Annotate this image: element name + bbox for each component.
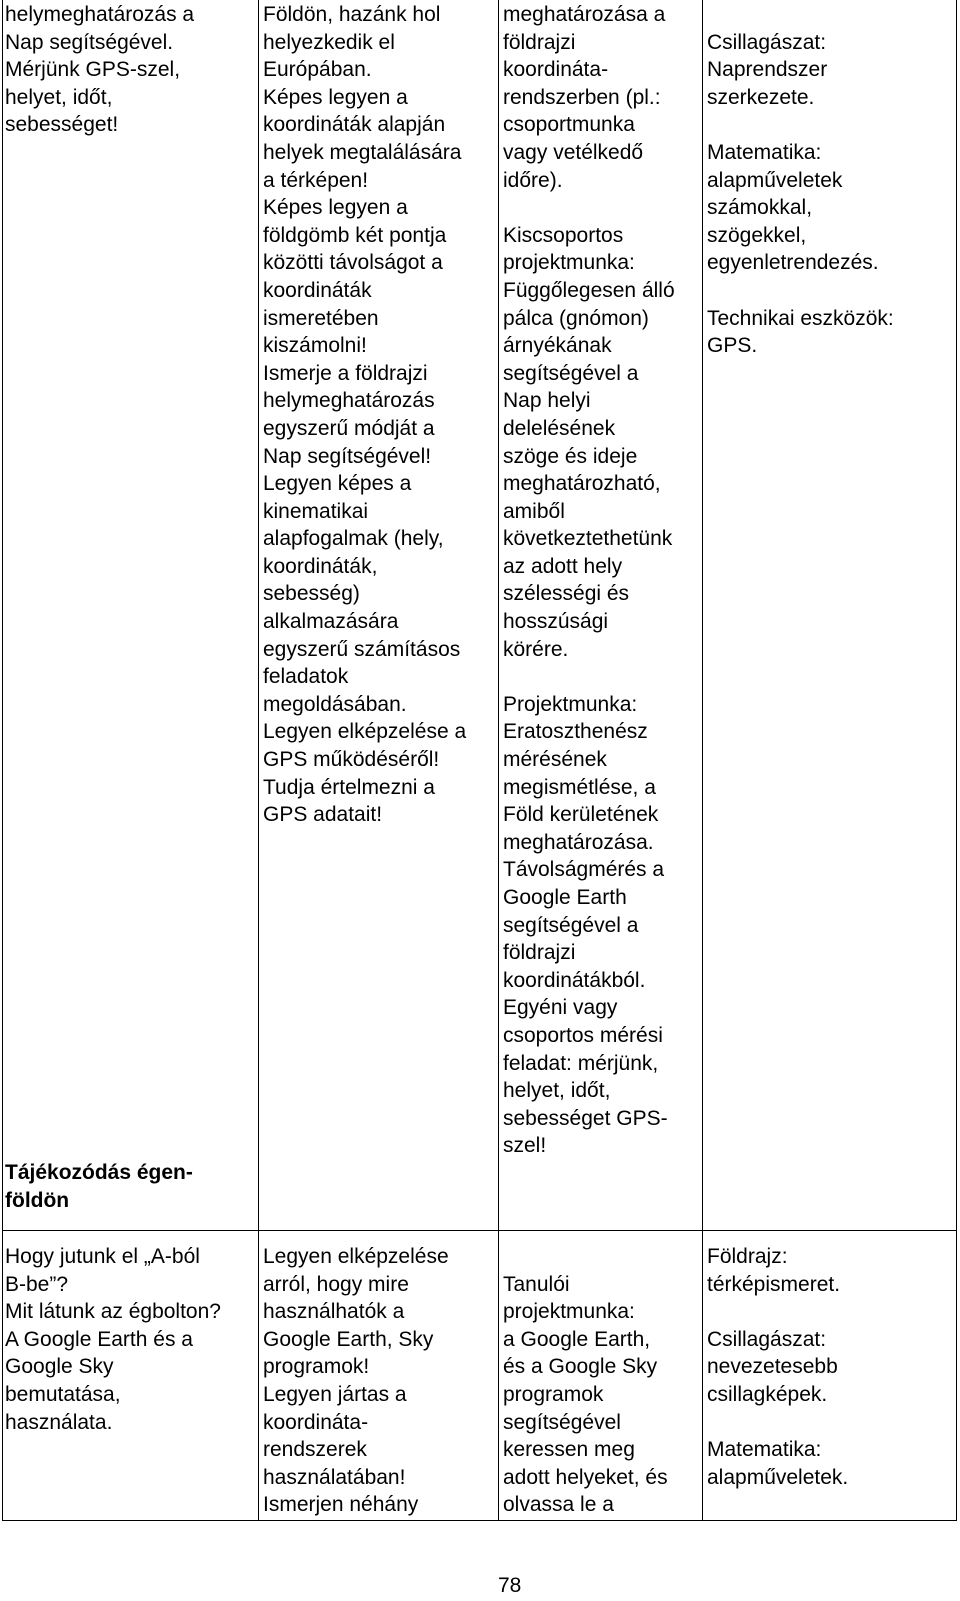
text-line: vagy vetélkedő xyxy=(503,140,644,164)
text-line xyxy=(503,194,675,222)
text-line: feladat: mérjünk, xyxy=(503,1051,659,1075)
text-line: sebességet! xyxy=(5,113,119,137)
text-line: Legyen elképzelése a xyxy=(263,720,467,744)
text-line: segítségével a xyxy=(503,913,639,937)
text-line: koordináták alapján xyxy=(263,113,446,137)
text-line: sebesség) xyxy=(263,582,360,606)
row2-col1-text xyxy=(5,1243,221,1436)
text-line: segítségével a xyxy=(503,361,639,385)
text-line: Legyen jártas a xyxy=(263,1382,407,1406)
text-line: körére. xyxy=(503,637,569,661)
text-line: koordinátákból. xyxy=(503,968,646,992)
text-line: segítségével xyxy=(503,1410,621,1434)
row1-col4-text xyxy=(707,1,894,360)
text-line: Földön, hazánk hol xyxy=(263,3,441,26)
text-line: helymeghatározás xyxy=(263,389,435,413)
text-line: delelésének xyxy=(503,416,616,440)
text-line: Hogy jutunk el „A-ból xyxy=(5,1245,200,1268)
text-line: helyet, időt, xyxy=(5,85,113,109)
text-line: rendszerek xyxy=(263,1438,367,1462)
text-line xyxy=(707,1298,848,1326)
text-line xyxy=(503,663,675,691)
text-line: Google Sky xyxy=(5,1355,114,1379)
text-line: időre). xyxy=(503,168,563,192)
column-divider-1 xyxy=(258,0,259,1521)
text-line: az adott hely xyxy=(503,554,623,578)
text-line xyxy=(503,1243,668,1271)
text-line: Legyen képes a xyxy=(263,472,412,496)
row-divider xyxy=(2,1230,957,1231)
text-line: Projektmunka: xyxy=(503,692,638,716)
text-line: szöge és ideje xyxy=(503,444,638,468)
row2-col2-text xyxy=(263,1243,449,1519)
text-line: használata. xyxy=(5,1410,113,1434)
text-line: arról, hogy mire xyxy=(263,1272,409,1296)
text-line: Távolságmérés a xyxy=(503,858,665,882)
text-line: meghatározása a xyxy=(503,3,666,26)
text-line: Mérjünk GPS-szel, xyxy=(5,58,181,82)
text-line: amiből xyxy=(503,499,565,523)
text-line: nevezetesebb xyxy=(707,1355,838,1379)
text-line: Ismerjen néhány xyxy=(263,1493,419,1517)
text-line: használatában! xyxy=(263,1465,406,1489)
text-line: csoportos mérési xyxy=(503,1023,663,1047)
text-line: következtethetünk xyxy=(503,527,673,551)
text-line: koordináták xyxy=(263,278,372,302)
text-line: Egyéni vagy xyxy=(503,996,618,1020)
text-line: GPS adatait! xyxy=(263,803,383,827)
text-line: projektmunka: xyxy=(503,1300,635,1324)
text-line: számokkal, xyxy=(707,196,813,220)
text-line: A Google Earth és a xyxy=(5,1327,193,1351)
row2-col3-text xyxy=(503,1243,668,1519)
text-line: megismétlése, a xyxy=(503,775,656,799)
text-line: Google Earth xyxy=(503,886,627,909)
text-line: alapfogalmak (hely, xyxy=(263,527,444,551)
text-line: projektmunka: xyxy=(503,251,635,275)
text-line: csoportmunka xyxy=(503,113,635,137)
text-line: Technikai eszközök: xyxy=(707,306,894,330)
text-line: alkalmazására xyxy=(263,610,399,634)
text-line: kiszámolni! xyxy=(263,334,367,358)
text-line: meghatározható, xyxy=(503,472,661,496)
text-line: szögekkel, xyxy=(707,223,807,247)
text-line: pálca (gnómon) xyxy=(503,306,649,330)
text-line: Földrajz: xyxy=(707,1245,788,1268)
text-line: alapműveletek. xyxy=(707,1465,849,1489)
text-line xyxy=(707,277,894,305)
text-line: adott helyeket, és xyxy=(503,1465,668,1489)
text-line: Európában. xyxy=(263,58,372,82)
text-line: földrajzi xyxy=(503,30,576,54)
text-line: Tudja értelmezni a xyxy=(263,775,435,799)
text-line: Csillagászat: xyxy=(707,30,827,54)
text-line: Föld kerületének xyxy=(503,803,659,827)
text-line: Matematika: xyxy=(707,1438,822,1462)
text-line: térképismeret. xyxy=(707,1272,841,1296)
text-line: GPS működéséről! xyxy=(263,748,440,772)
text-line: GPS. xyxy=(707,334,758,358)
text-line: szel! xyxy=(503,1134,547,1158)
text-line: Tanulói xyxy=(503,1272,570,1296)
text-line: helymeghatározás a xyxy=(5,3,195,26)
text-line: Matematika: xyxy=(707,140,822,164)
text-line: Mit látunk az égbolton? xyxy=(5,1300,221,1324)
table-border-bottom xyxy=(2,1520,957,1521)
text-line: Függőlegesen álló xyxy=(503,278,675,302)
row1-col3-text xyxy=(503,1,675,1160)
text-line: programok! xyxy=(263,1355,370,1379)
text-line: kinematikai xyxy=(263,499,369,523)
text-line: mérésének xyxy=(503,748,607,772)
text-line: és a Google Sky xyxy=(503,1355,658,1379)
text-line: egyenletrendezés. xyxy=(707,251,879,275)
text-line: Ismerje a földrajzi xyxy=(263,361,428,385)
text-line: Kiscsoportos xyxy=(503,223,624,247)
text-line: csillagképek. xyxy=(707,1382,828,1406)
table-border-right xyxy=(956,0,957,1521)
page-number: 78 xyxy=(498,1574,522,1597)
text-line: helyek megtalálására xyxy=(263,140,462,164)
text-line: Nap segítségével. xyxy=(5,30,174,54)
text-line: Csillagászat: xyxy=(707,1327,827,1351)
text-line xyxy=(707,111,894,139)
column-divider-2 xyxy=(498,0,499,1521)
row1-section-heading xyxy=(5,1159,193,1214)
text-line: keressen meg xyxy=(503,1438,635,1462)
table-border-left xyxy=(2,0,3,1521)
text-line: Google Earth, Sky xyxy=(263,1327,434,1351)
row2-col4-text xyxy=(707,1243,848,1491)
text-line: a térképen! xyxy=(263,168,369,192)
text-line: bemutatása, xyxy=(5,1382,121,1406)
text-line: Tájékozódás égen- xyxy=(5,1161,193,1184)
text-line: használhatók a xyxy=(263,1300,405,1324)
text-line: szerkezete. xyxy=(707,85,815,109)
text-line: földgömb két pontja xyxy=(263,223,447,247)
text-line: alapműveletek xyxy=(707,168,843,192)
text-line: megoldásában. xyxy=(263,692,407,716)
text-line: szélességi és xyxy=(503,582,630,606)
row1-col2-text xyxy=(263,1,466,829)
text-line: egyszerű módját a xyxy=(263,416,435,440)
text-line: helyezkedik el xyxy=(263,30,395,54)
text-line: olvassa le a xyxy=(503,1493,614,1517)
text-line: Nap segítségével! xyxy=(263,444,432,468)
text-line: árnyékának xyxy=(503,334,612,358)
text-line: helyet, időt, xyxy=(503,1079,611,1103)
text-line: B-be”? xyxy=(5,1272,69,1296)
row1-col1-text xyxy=(5,1,194,139)
text-line: Eratoszthenész xyxy=(503,720,648,744)
text-line: rendszerben (pl.: xyxy=(503,85,661,109)
text-line: sebességet GPS- xyxy=(503,1106,668,1130)
text-line: Naprendszer xyxy=(707,58,828,82)
text-line xyxy=(707,1409,848,1437)
text-line: Képes legyen a xyxy=(263,196,408,220)
text-line: hosszúsági xyxy=(503,610,609,634)
text-line: feladatok xyxy=(263,665,349,689)
text-line: földrajzi xyxy=(503,941,576,965)
text-line: Legyen elképzelése xyxy=(263,1245,449,1268)
text-line: a Google Earth, xyxy=(503,1327,651,1351)
text-line: programok xyxy=(503,1382,604,1406)
text-line: Nap helyi xyxy=(503,389,591,413)
text-line: közötti távolságot a xyxy=(263,251,443,275)
text-line: koordináták, xyxy=(263,554,378,578)
column-divider-3 xyxy=(702,0,703,1521)
text-line: egyszerű számításos xyxy=(263,637,461,661)
text-line: ismeretében xyxy=(263,306,379,330)
text-line: koordináta- xyxy=(503,58,609,82)
text-line: meghatározása. xyxy=(503,830,654,854)
text-line xyxy=(707,1,894,29)
text-line: Képes legyen a xyxy=(263,85,408,109)
text-line: földön xyxy=(5,1188,70,1212)
text-line: koordináta- xyxy=(263,1410,369,1434)
